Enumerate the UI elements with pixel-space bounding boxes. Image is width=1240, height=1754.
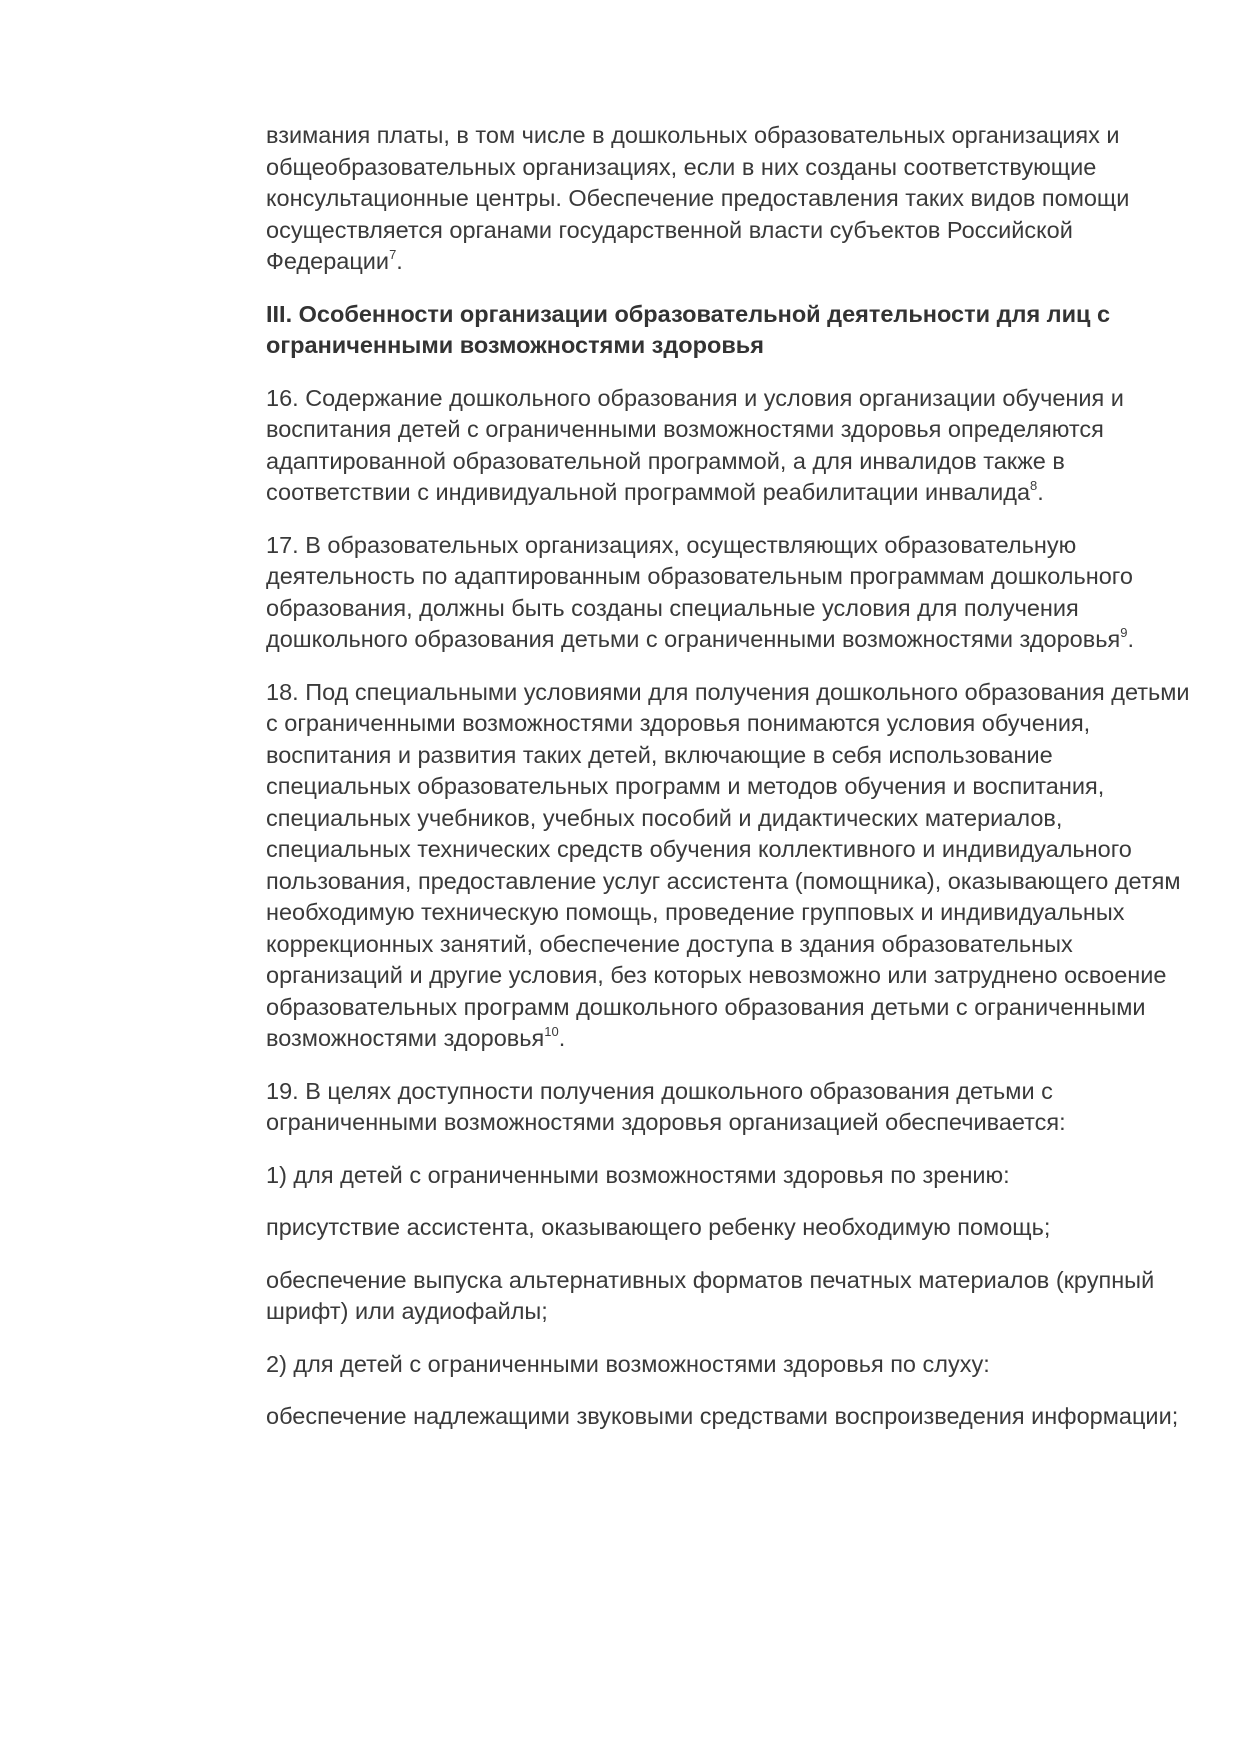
section-heading [266, 299, 1196, 362]
list-item-formats [266, 1265, 1196, 1328]
paragraph-16 [266, 383, 1196, 509]
paragraph-end: . [1037, 479, 1044, 505]
paragraph-text: 19. В целях доступности получения дошкольного образования детьми с ограниченными возможностями здоровья организацией обеспечивается: [266, 1077, 1066, 1135]
section-heading-text: III. Особенности организации образовательной деятельности для лиц с ограниченными возможностями здоровья [266, 300, 1111, 358]
paragraph-text: присутствие ассистента, оказывающего ребенку необходимую помощь; [266, 1214, 1051, 1240]
footnote-ref[interactable]: 7 [389, 247, 397, 262]
paragraph-text: 18. Под специальными условиями для получения дошкольного образования детьми с ограниченными возможностями здоровья понимаются условия обучения, воспитания и развития таких детей, включающие в себя использование специальных образовательных программ и методов обучения и воспитания, специальных учебников, учебных пособий и дидактических материалов, специальных технических средств обучения коллективного и индивидуального пользования, предоставление услуг ассистента (помощника), оказывающего детям необходимую техническую помощь, проведение групповых и индивидуальных коррекционных занятий, обеспечение доступа в здания образовательных организаций и другие условия, без которых невозможно или затруднено освоение образовательных программ дошкольного образования детьми с ограниченными возможностями здоровья [266, 678, 1190, 1051]
list-item-sound-means [266, 1401, 1196, 1433]
list-item-assistant [266, 1212, 1196, 1244]
footnote-ref[interactable]: 9 [1120, 625, 1128, 640]
paragraph-end: . [558, 1025, 566, 1051]
paragraph-text: 16. Содержание дошкольного образования и условия организации обучения и воспитания детей с ограниченными возможностями здоровья определяются адаптированной образовательной программой, а для инвалидов также в соответствии с индивидуальной программой реабилитации инвалида [266, 384, 1124, 505]
paragraph-19 [266, 1076, 1196, 1139]
footnote-ref[interactable]: 8 [1030, 478, 1038, 493]
paragraph-text: обеспечение надлежащими звуковыми средствами воспроизведения информации; [266, 1403, 1179, 1429]
paragraph-17 [266, 530, 1196, 656]
document-page [266, 120, 1196, 1454]
list-item-vision [266, 1160, 1196, 1192]
footnote-ref[interactable]: 10 [544, 1024, 559, 1039]
list-item-hearing [266, 1349, 1196, 1381]
paragraph-end: . [396, 248, 403, 274]
paragraph-text: 2) для детей с ограниченными возможностями здоровья по слуху: [266, 1350, 990, 1377]
paragraph-text: 17. В образовательных организациях, осуществляющих образовательную деятельность по адаптированным образовательным программам дошкольного образования, должны быть созданы специальные условия для получения дошкольного образования детьми с ограниченными возможностями здоровья [266, 531, 1133, 652]
paragraph-text: 1) для детей с ограниченными возможностями здоровья по зрению: [266, 1161, 1010, 1188]
paragraph-text: взимания платы, в том числе в дошкольных образовательных организациях и общеобразовательных организациях, если в них созданы соответствующие консультационные центры. Обеспечение предоставления таких видов помощи осуществляется органами государственной власти субъектов Российской Федерации [266, 122, 1130, 274]
paragraph-end: . [1127, 626, 1134, 652]
paragraph-consultation-centers [266, 120, 1196, 278]
paragraph-18 [266, 677, 1196, 1055]
paragraph-text: обеспечение выпуска альтернативных форматов печатных материалов (крупный шрифт) или аудиофайлы; [266, 1266, 1155, 1324]
